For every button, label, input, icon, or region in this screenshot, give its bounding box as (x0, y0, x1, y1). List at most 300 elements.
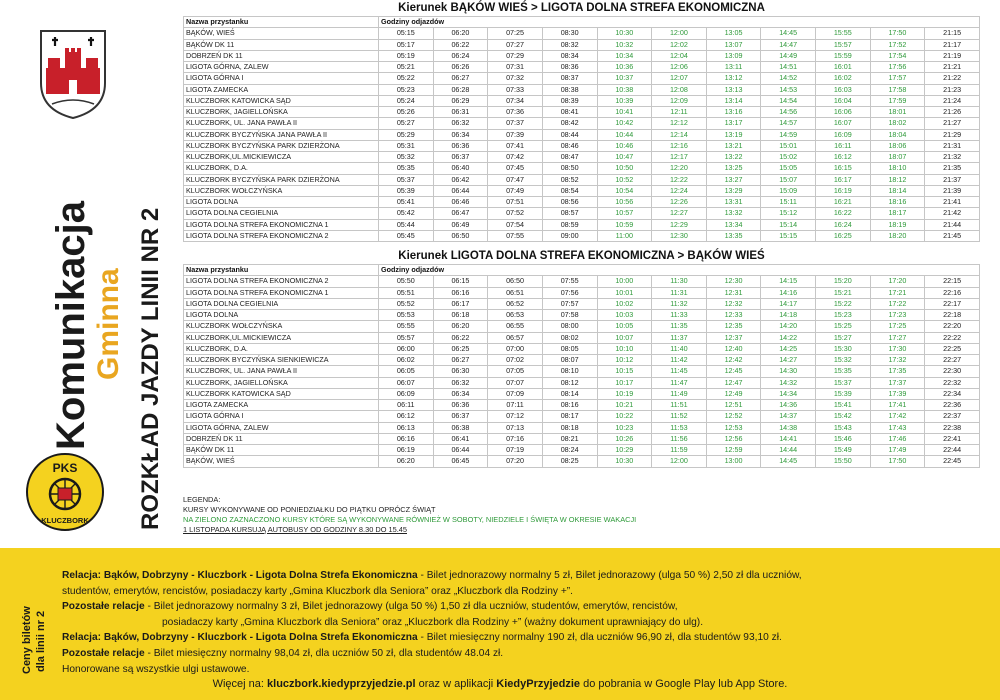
departure-time: 08:00 (542, 321, 597, 332)
stop-name: KLUCZBORK, JAGIELLOŃSKA (184, 377, 379, 388)
departure-time: 13:19 (706, 129, 761, 140)
stop-name: KLUCZBORK, JAGIELLOŃSKA (184, 107, 379, 118)
departure-time: 14:57 (761, 118, 816, 129)
table-row (184, 140, 980, 151)
departure-time: 05:17 (379, 39, 434, 50)
departure-time: 06:26 (433, 62, 488, 73)
departure-time: 15:30 (816, 343, 871, 354)
departure-time: 10:47 (597, 152, 652, 163)
table-row (184, 185, 980, 196)
brand-line2: Gminna (92, 268, 125, 380)
departure-time: 05:22 (379, 73, 434, 84)
departure-time: 05:24 (379, 95, 434, 106)
departure-time: 06:15 (433, 276, 488, 287)
departure-time: 11:42 (652, 355, 707, 366)
departure-time: 18:10 (870, 163, 925, 174)
departure-time: 15:09 (761, 185, 816, 196)
departure-time: 12:52 (706, 411, 761, 422)
departure-time: 13:31 (706, 197, 761, 208)
table-row (184, 174, 980, 185)
stop-name: LIGOTA DOLNA CEGIELNIA (184, 208, 379, 219)
departure-time: 08:34 (542, 50, 597, 61)
fare-3-relation: Relacja: Bąków, Dobrzyny - Kluczbork - Ligota Dolna Strefa Ekonomiczna (62, 632, 418, 644)
vertical-title: ROZKŁAD JAZDY LINII NR 2 (137, 207, 164, 530)
departure-time: 13:25 (706, 163, 761, 174)
departure-time: 13:32 (706, 208, 761, 219)
departure-time: 12:26 (652, 197, 707, 208)
stop-name: DOBRZEŃ DK 11 (184, 50, 379, 61)
departure-time: 12:24 (652, 185, 707, 196)
departure-time: 05:55 (379, 321, 434, 332)
departure-time: 06:11 (379, 400, 434, 411)
more-mid: oraz w aplikacji (415, 678, 497, 690)
fare-1-text: - Bilet jednorazowy normalny 5 zł, Bilet jednorazowy (ulga 50 %) 2,50 zł dla uczniów, (417, 570, 802, 581)
fares-side-title-2: dla linii nr 2 (35, 610, 47, 672)
departure-time: 10:52 (597, 174, 652, 185)
departure-time: 11:56 (652, 433, 707, 444)
table-row (184, 163, 980, 174)
departure-time: 12:20 (652, 163, 707, 174)
table-row (184, 287, 980, 298)
departure-time: 15:41 (816, 400, 871, 411)
departure-time: 12:14 (652, 129, 707, 140)
departure-time: 11:52 (652, 411, 707, 422)
departure-time: 06:32 (433, 118, 488, 129)
departure-time: 22:15 (925, 276, 980, 287)
departure-time: 12:17 (652, 152, 707, 163)
header-departure-times: Godziny odjazdów (379, 17, 980, 28)
departure-time: 18:07 (870, 152, 925, 163)
departure-time: 06:20 (433, 321, 488, 332)
table-row (184, 456, 980, 467)
table-row (184, 73, 980, 84)
departure-time: 07:32 (488, 73, 543, 84)
departure-time: 22:38 (925, 422, 980, 433)
departure-time: 14:18 (761, 310, 816, 321)
departure-time: 12:00 (652, 28, 707, 39)
departure-time: 22:16 (925, 287, 980, 298)
departure-time: 17:22 (870, 298, 925, 309)
coat-of-arms-icon (38, 28, 108, 120)
departure-time: 17:43 (870, 422, 925, 433)
departure-time: 21:26 (925, 107, 980, 118)
departure-time: 08:42 (542, 118, 597, 129)
departure-time: 09:00 (542, 230, 597, 241)
stop-name: BĄKÓW DK 11 (184, 445, 379, 456)
fare-3-text: - Bilet miesięczny normalny 190 zł, dla uczniów 96,90 zł, dla studentów 93,10 zł. (417, 632, 782, 644)
departure-time: 15:11 (761, 197, 816, 208)
stop-name: KLUCZBORK WOŁCZYŃSKA (184, 185, 379, 196)
stop-name: LIGOTA DOLNA (184, 197, 379, 208)
departure-time: 06:02 (379, 355, 434, 366)
departure-time: 14:15 (761, 276, 816, 287)
departure-time: 12:47 (706, 377, 761, 388)
departure-time: 07:20 (488, 456, 543, 467)
departure-time: 14:52 (761, 73, 816, 84)
departure-time: 07:57 (542, 298, 597, 309)
departure-time: 21:45 (925, 230, 980, 241)
departure-time: 06:27 (433, 355, 488, 366)
departure-time: 06:44 (433, 185, 488, 196)
departure-time: 07:45 (488, 163, 543, 174)
departure-time: 05:37 (379, 174, 434, 185)
departure-time: 06:16 (433, 287, 488, 298)
departure-time: 18:04 (870, 129, 925, 140)
departure-time: 05:53 (379, 310, 434, 321)
departure-time: 10:41 (597, 107, 652, 118)
departure-time: 12:00 (652, 456, 707, 467)
departure-time: 08:07 (542, 355, 597, 366)
departure-time: 07:02 (488, 355, 543, 366)
more-link[interactable]: kluczbork.kiedyprzyjedzie.pl (267, 678, 416, 690)
stop-name: KLUCZBORK BYCZYŃSKA JANA PAWŁA II (184, 129, 379, 140)
departure-time: 07:55 (488, 230, 543, 241)
departure-time: 07:47 (488, 174, 543, 185)
departure-time: 07:36 (488, 107, 543, 118)
departure-time: 17:30 (870, 343, 925, 354)
departure-time: 07:55 (542, 276, 597, 287)
table-row (184, 84, 980, 95)
departure-time: 22:37 (925, 411, 980, 422)
departure-time: 22:27 (925, 355, 980, 366)
departure-time: 12:07 (652, 73, 707, 84)
departure-time: 08:59 (542, 219, 597, 230)
departure-time: 05:26 (379, 107, 434, 118)
departure-time: 07:42 (488, 152, 543, 163)
departure-time: 08:56 (542, 197, 597, 208)
departure-time: 22:22 (925, 332, 980, 343)
table-row (184, 422, 980, 433)
legend-title: LEGENDA: (183, 495, 221, 504)
departure-time: 06:12 (379, 411, 434, 422)
departure-time: 17:56 (870, 62, 925, 73)
departure-time: 05:31 (379, 140, 434, 151)
departure-time: 07:27 (488, 39, 543, 50)
departure-time: 21:39 (925, 185, 980, 196)
departure-time: 15:21 (816, 287, 871, 298)
departure-time: 08:37 (542, 73, 597, 84)
departure-time: 06:31 (433, 107, 488, 118)
departure-time: 06:50 (433, 230, 488, 241)
legend-line-green: NA ZIELONO ZAZNACZONO KURSY KTÓRE SĄ WYKONYWANE RÓWNIEŻ W SOBOTY, NIEDZIELE I ŚWIĘTA W OKRESIE WAKACJI (183, 515, 637, 524)
departure-time: 12:35 (706, 321, 761, 332)
departure-time: 13:11 (706, 62, 761, 73)
departure-time: 13:12 (706, 73, 761, 84)
departure-time: 07:13 (488, 422, 543, 433)
departure-time: 13:13 (706, 84, 761, 95)
departure-time: 17:49 (870, 445, 925, 456)
departure-time: 08:21 (542, 433, 597, 444)
departure-time: 08:50 (542, 163, 597, 174)
departure-time: 07:19 (488, 445, 543, 456)
departure-time: 10:23 (597, 422, 652, 433)
header-stop-name: Nazwa przystanku (184, 265, 379, 276)
departure-time: 06:25 (433, 343, 488, 354)
departure-time: 07:54 (488, 219, 543, 230)
departure-time: 15:01 (761, 140, 816, 151)
departure-time: 17:58 (870, 84, 925, 95)
fare-2-cont: posiadaczy karty „Gmina Kluczbork dla Seniora” oraz „Kluczbork dla Rodziny +” (ważny dokument uprawniający do ulg). (162, 616, 704, 628)
departure-time: 12:49 (706, 388, 761, 399)
departure-time: 17:35 (870, 366, 925, 377)
departure-time: 14:54 (761, 95, 816, 106)
departure-time: 06:07 (379, 377, 434, 388)
fare-1 (62, 568, 982, 584)
more-suffix: do pobrania w Google Play lub App Store. (580, 678, 788, 690)
departure-time: 21:23 (925, 84, 980, 95)
table-row (184, 28, 980, 39)
departure-time: 12:42 (706, 355, 761, 366)
departure-time: 10:29 (597, 445, 652, 456)
departure-time: 21:41 (925, 197, 980, 208)
departure-time: 08:36 (542, 62, 597, 73)
departure-time: 13:14 (706, 95, 761, 106)
departure-time: 14:47 (761, 39, 816, 50)
departure-time: 05:44 (379, 219, 434, 230)
departure-time: 16:17 (816, 174, 871, 185)
table-row (184, 95, 980, 106)
departure-time: 15:15 (761, 230, 816, 241)
departure-time: 12:30 (706, 276, 761, 287)
departure-time: 22:30 (925, 366, 980, 377)
departure-time: 06:47 (433, 208, 488, 219)
left-branding-panel (0, 0, 175, 548)
departure-time: 06:40 (433, 163, 488, 174)
departure-time: 08:38 (542, 84, 597, 95)
stop-name: KLUCZBORK, UL. JANA PAWŁA II (184, 118, 379, 129)
departure-time: 06:20 (433, 28, 488, 39)
table-row (184, 411, 980, 422)
departure-time: 08:02 (542, 332, 597, 343)
departure-time: 06:53 (488, 310, 543, 321)
departure-time: 21:21 (925, 62, 980, 73)
departure-time: 16:24 (816, 219, 871, 230)
fares-footer (0, 548, 1000, 700)
departure-time: 07:37 (488, 118, 543, 129)
table-row (184, 152, 980, 163)
timetable-direction-2 (183, 264, 980, 468)
departure-time: 22:41 (925, 433, 980, 444)
departure-time: 11:33 (652, 310, 707, 321)
departure-time: 10:03 (597, 310, 652, 321)
departure-time: 15:35 (816, 366, 871, 377)
departure-time: 12:08 (652, 84, 707, 95)
departure-time: 16:19 (816, 185, 871, 196)
departure-time: 07:58 (542, 310, 597, 321)
departure-time: 17:23 (870, 310, 925, 321)
departure-time: 15:05 (761, 163, 816, 174)
departure-time: 10:12 (597, 355, 652, 366)
departure-time: 08:52 (542, 174, 597, 185)
departure-time: 11:59 (652, 445, 707, 456)
departure-time: 06:37 (433, 152, 488, 163)
departure-time: 14:45 (761, 28, 816, 39)
departure-time: 10:02 (597, 298, 652, 309)
departure-time: 10:17 (597, 377, 652, 388)
departure-time: 10:07 (597, 332, 652, 343)
departure-time: 05:27 (379, 118, 434, 129)
departure-time: 10:50 (597, 163, 652, 174)
departure-time: 06:20 (379, 456, 434, 467)
departure-time: 16:06 (816, 107, 871, 118)
departure-time: 05:52 (379, 298, 434, 309)
departure-time: 06:45 (433, 456, 488, 467)
departure-time: 16:22 (816, 208, 871, 219)
departure-time: 18:17 (870, 208, 925, 219)
departure-time: 12:53 (706, 422, 761, 433)
departure-time: 22:44 (925, 445, 980, 456)
more-app-name: KiedyPrzyjedzie (496, 678, 581, 690)
departure-time: 13:22 (706, 152, 761, 163)
departure-time: 05:15 (379, 28, 434, 39)
departure-time: 14:56 (761, 107, 816, 118)
departure-time: 13:05 (706, 28, 761, 39)
table-row (184, 62, 980, 73)
departure-time: 15:22 (816, 298, 871, 309)
departure-time: 12:33 (706, 310, 761, 321)
table-row (184, 343, 980, 354)
departure-time: 07:52 (488, 208, 543, 219)
departure-time: 13:00 (706, 456, 761, 467)
departure-time: 08:17 (542, 411, 597, 422)
departure-time: 14:44 (761, 445, 816, 456)
fare-4 (62, 646, 982, 662)
departure-time: 06:30 (433, 366, 488, 377)
direction-2-title: Kierunek LIGOTA DOLNA STREFA EKONOMICZNA > BĄKÓW WIEŚ (398, 250, 765, 262)
departure-time: 06:41 (433, 433, 488, 444)
departure-time: 08:12 (542, 377, 597, 388)
departure-time: 07:09 (488, 388, 543, 399)
departure-time: 12:12 (652, 118, 707, 129)
departure-time: 06:16 (379, 433, 434, 444)
departure-time: 15:57 (816, 39, 871, 50)
departure-time: 08:41 (542, 107, 597, 118)
fare-1-relation: Relacja: Bąków, Dobrzyny - Kluczbork - Ligota Dolna Strefa Ekonomiczna (62, 570, 418, 581)
departure-time: 14:30 (761, 366, 816, 377)
departure-time: 12:09 (652, 95, 707, 106)
table-row (184, 118, 980, 129)
timetable-direction-1 (183, 16, 980, 242)
stop-name: BĄKÓW, WIEŚ (184, 456, 379, 467)
departure-time: 05:29 (379, 129, 434, 140)
table-row (184, 445, 980, 456)
departure-time: 06:51 (488, 287, 543, 298)
departure-time: 10:46 (597, 140, 652, 151)
departure-time: 06:22 (433, 332, 488, 343)
departure-time: 07:29 (488, 50, 543, 61)
departure-time: 14:17 (761, 298, 816, 309)
departure-time: 15:42 (816, 411, 871, 422)
departure-time: 16:01 (816, 62, 871, 73)
departure-time: 06:42 (433, 174, 488, 185)
timetables (183, 0, 980, 468)
departure-time: 14:59 (761, 129, 816, 140)
departure-time: 21:24 (925, 95, 980, 106)
departure-time: 08:10 (542, 366, 597, 377)
departure-time: 11:45 (652, 366, 707, 377)
departure-time: 16:07 (816, 118, 871, 129)
departure-time: 12:32 (706, 298, 761, 309)
departure-time: 18:19 (870, 219, 925, 230)
departure-time: 15:14 (761, 219, 816, 230)
table-row (184, 366, 980, 377)
departure-time: 10:36 (597, 62, 652, 73)
departure-time: 06:18 (433, 310, 488, 321)
departure-time: 07:31 (488, 62, 543, 73)
departure-time: 11:37 (652, 332, 707, 343)
departure-time: 10:39 (597, 95, 652, 106)
stop-name: KLUCZBORK KATOWICKA SĄD (184, 95, 379, 106)
departure-time: 06:46 (433, 197, 488, 208)
departure-time: 10:32 (597, 39, 652, 50)
departure-time: 08:39 (542, 95, 597, 106)
departure-time: 21:35 (925, 163, 980, 174)
departure-time: 08:05 (542, 343, 597, 354)
departure-time: 07:39 (488, 129, 543, 140)
departure-time: 10:54 (597, 185, 652, 196)
fare-2-text: - Bilet jednorazowy normalny 3 zł, Bilet jednorazowy (ulga 50 %) 1,50 zł dla uczniów, studentów, emerytów, rencistów, (144, 601, 678, 613)
departure-time: 15:07 (761, 174, 816, 185)
departure-time: 16:12 (816, 152, 871, 163)
departure-time: 18:16 (870, 197, 925, 208)
departure-time: 14:22 (761, 332, 816, 343)
departure-time: 07:49 (488, 185, 543, 196)
departure-time: 06:37 (433, 411, 488, 422)
legend (183, 495, 743, 535)
departure-time: 14:20 (761, 321, 816, 332)
departure-time: 07:33 (488, 84, 543, 95)
departure-time: 14:34 (761, 388, 816, 399)
departure-time: 18:12 (870, 174, 925, 185)
departure-time: 05:19 (379, 50, 434, 61)
departure-time: 08:24 (542, 445, 597, 456)
departure-time: 06:22 (433, 39, 488, 50)
departure-time: 12:02 (652, 39, 707, 50)
brand-logo (20, 130, 130, 460)
departure-time: 12:22 (652, 174, 707, 185)
departure-time: 14:16 (761, 287, 816, 298)
departure-time: 11:35 (652, 321, 707, 332)
departure-time: 10:42 (597, 118, 652, 129)
departure-time: 21:19 (925, 50, 980, 61)
fare-2-relation: Pozostałe relacje (62, 601, 145, 613)
departure-time: 14:25 (761, 343, 816, 354)
departure-time: 06:34 (433, 388, 488, 399)
departure-time: 05:42 (379, 208, 434, 219)
departure-time: 12:31 (706, 287, 761, 298)
departure-time: 17:54 (870, 50, 925, 61)
departure-time: 17:37 (870, 377, 925, 388)
departure-time: 15:25 (816, 321, 871, 332)
departure-time: 07:41 (488, 140, 543, 151)
departure-time: 12:06 (652, 62, 707, 73)
departure-time: 06:13 (379, 422, 434, 433)
departure-time: 17:46 (870, 433, 925, 444)
departure-time: 10:26 (597, 433, 652, 444)
departure-time: 12:16 (652, 140, 707, 151)
departure-time: 10:56 (597, 197, 652, 208)
stop-name: KLUCZBORK KATOWICKA SĄD (184, 388, 379, 399)
departure-time: 07:07 (488, 377, 543, 388)
stop-name: LIGOTA DOLNA STREFA EKONOMICZNA 2 (184, 276, 379, 287)
legend-line-3: 1 LISTOPADA KURSUJĄ AUTOBUSY OD GODZINY 8.30 DO 15.45 (183, 525, 407, 534)
departure-time: 16:25 (816, 230, 871, 241)
departure-time: 17:41 (870, 400, 925, 411)
header-stop-name: Nazwa przystanku (184, 17, 379, 28)
stop-name: KLUCZBORK,UL.MICKIEWICZA (184, 152, 379, 163)
departure-time: 10:21 (597, 400, 652, 411)
departure-time: 07:12 (488, 411, 543, 422)
